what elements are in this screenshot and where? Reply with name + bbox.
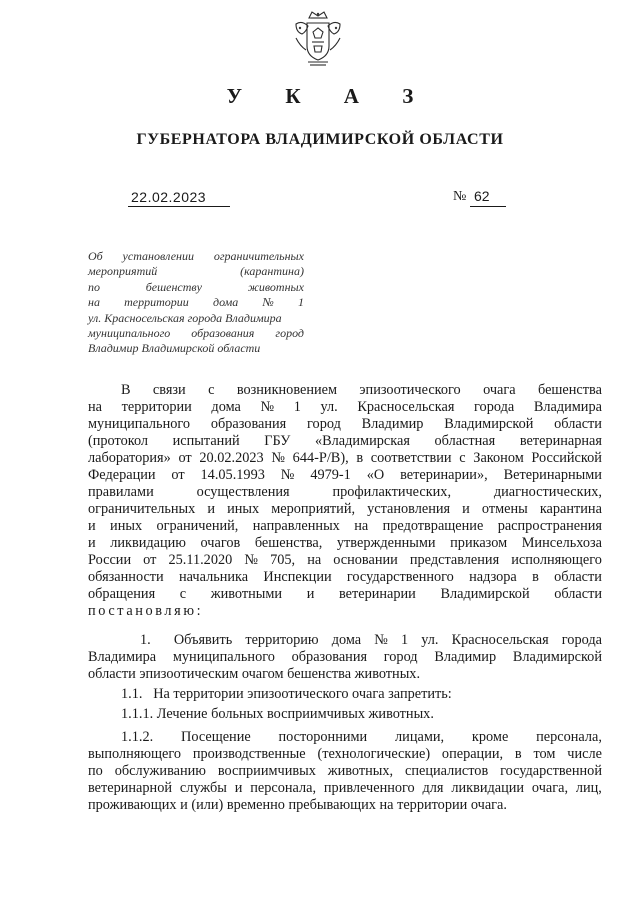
- word: Владимирской: [444, 416, 534, 432]
- word: мероприятий,: [271, 501, 356, 517]
- word: Об: [88, 249, 103, 263]
- word: профилактических,: [332, 484, 452, 500]
- word: и: [306, 586, 315, 602]
- item-1-1-1: [88, 706, 602, 723]
- word: надзора: [469, 569, 517, 585]
- word: города: [561, 632, 602, 648]
- word: посторонними: [278, 729, 368, 745]
- word: Российской: [531, 450, 602, 466]
- word: эпизоотического: [359, 382, 461, 398]
- word: кроме: [471, 729, 509, 745]
- word: В: [121, 382, 131, 398]
- word: с: [179, 586, 187, 602]
- item-1-1-2-line: [88, 729, 602, 746]
- word: привлеченного: [323, 780, 415, 796]
- word: на: [354, 518, 369, 534]
- word: ГБУ: [264, 433, 291, 449]
- word: государственного: [346, 569, 454, 585]
- item-1-1-2-line: [88, 746, 602, 763]
- word: распространения: [497, 518, 602, 534]
- word: областная: [434, 433, 496, 449]
- word: карантина: [539, 501, 602, 517]
- word: соответствии: [370, 450, 452, 466]
- number-underline: [470, 206, 506, 207]
- item-1-1-2-line: [88, 763, 602, 780]
- item-1-1-1-text: Лечение больных восприимчивых животных.: [156, 706, 434, 722]
- word: 1: [297, 295, 304, 310]
- preamble-line: [88, 552, 602, 569]
- preamble-line: [88, 433, 602, 450]
- word: испытаний: [172, 433, 240, 449]
- word: Владимира: [533, 399, 602, 415]
- word: лицами,: [395, 729, 445, 745]
- word: (технологические): [317, 746, 431, 762]
- word: 705,: [270, 552, 296, 568]
- preamble-line: [88, 484, 602, 501]
- word: №: [260, 399, 275, 415]
- word: очагов: [200, 535, 241, 551]
- preamble-line: [88, 501, 602, 518]
- word: представления: [409, 552, 500, 568]
- item-1-line: [88, 649, 602, 666]
- preamble-line: [88, 467, 602, 484]
- word: том: [533, 746, 556, 762]
- word: от: [143, 552, 157, 568]
- word: ограничений,: [156, 518, 239, 534]
- word: «Владимирская: [314, 433, 410, 449]
- word: дома: [331, 632, 362, 648]
- word: от: [171, 467, 185, 483]
- word: город: [307, 416, 341, 432]
- word: ограничительных: [88, 501, 196, 517]
- word: специалистов: [404, 763, 489, 779]
- item-1: [88, 632, 602, 683]
- word: с: [459, 450, 466, 466]
- word: 20.02.2023: [199, 450, 264, 466]
- word: Объявить: [173, 632, 233, 648]
- word: в: [514, 746, 522, 762]
- word: Законом: [473, 450, 524, 466]
- word: муниципального: [172, 649, 275, 665]
- word: Красносельская: [357, 399, 455, 415]
- word: на: [88, 399, 102, 415]
- word: по: [88, 279, 100, 294]
- word: правилами: [88, 484, 154, 500]
- word: бешенства: [537, 382, 602, 398]
- coat-of-arms-emblem: [292, 10, 344, 68]
- word: возникновением: [236, 382, 338, 398]
- word: дома: [211, 399, 241, 415]
- word: ул.: [320, 399, 338, 415]
- word: город: [383, 649, 418, 665]
- word: утвержденными: [336, 535, 436, 551]
- word: Владимирской: [440, 586, 530, 602]
- item-1-1-1-number: 1.1.1.: [121, 706, 154, 722]
- word: №: [280, 467, 295, 483]
- word: предотвращение: [382, 518, 484, 534]
- word: приказом: [450, 535, 508, 551]
- word: обязанности: [88, 569, 164, 585]
- word: связи: [152, 382, 186, 398]
- subject-line: [88, 264, 304, 279]
- word: иных: [110, 518, 143, 534]
- word: территории: [121, 399, 192, 415]
- word: ликвидации: [451, 780, 525, 796]
- subject-line: [88, 295, 304, 310]
- word: выполняющего: [88, 746, 182, 762]
- word: России: [88, 552, 132, 568]
- word: 14.05.1993: [200, 467, 265, 483]
- decree-date: 22.02.2023: [131, 189, 207, 205]
- word: Ветеринарными: [503, 467, 602, 483]
- word: и: [88, 518, 96, 534]
- subject-line: [88, 280, 304, 295]
- subject-line: [88, 326, 304, 341]
- word: №: [271, 450, 285, 466]
- word: государственной: [500, 763, 602, 779]
- word: по: [88, 763, 103, 779]
- word: области: [554, 569, 602, 585]
- word: ветеринарной: [88, 780, 173, 796]
- word: лаборатория»: [88, 450, 171, 466]
- word: производственные: [192, 746, 306, 762]
- word: и: [88, 535, 96, 551]
- word: Инспекции: [263, 569, 332, 585]
- word: образования: [191, 326, 255, 341]
- word: дома: [213, 295, 239, 310]
- document-subtitle: ГУБЕРНАТОРА ВЛАДИМИРСКОЙ ОБЛАСТИ: [136, 131, 504, 148]
- preamble-line: [88, 535, 602, 552]
- word: направленных: [252, 518, 340, 534]
- word: 644-Р/В),: [292, 450, 349, 466]
- word: установления: [367, 501, 451, 517]
- preamble-line: [88, 450, 602, 467]
- word: начальника: [178, 569, 249, 585]
- decree-number: 62: [474, 188, 490, 204]
- word: города: [474, 399, 515, 415]
- word: восприимчивых: [217, 763, 316, 779]
- word: от: [178, 450, 192, 466]
- preamble-line: [88, 382, 602, 399]
- word: мероприятий: [88, 264, 158, 279]
- word: Владимир: [361, 416, 424, 432]
- word: обслуживанию: [114, 763, 206, 779]
- word: области: [554, 416, 602, 432]
- word: 25.11.2020: [168, 552, 233, 568]
- item-1-1-2-number: 1.1.2.: [121, 729, 154, 745]
- word: осуществления: [196, 484, 290, 500]
- word: ветеринарная: [519, 433, 602, 449]
- item-1-number: 1.: [140, 632, 151, 648]
- word: животных: [247, 279, 304, 294]
- word: город: [275, 326, 304, 341]
- word: (протокол: [88, 433, 149, 449]
- word: Посещение: [181, 729, 251, 745]
- word: №: [244, 552, 259, 568]
- word: установлении: [122, 249, 194, 263]
- word: бешенства,: [254, 535, 323, 551]
- word: ветеринарии: [338, 586, 416, 602]
- word: территории: [124, 295, 189, 310]
- subject-line: [88, 311, 304, 326]
- word: Минсельхоза: [521, 535, 602, 551]
- word: образования: [291, 649, 368, 665]
- decree-subject: [88, 249, 304, 357]
- word: на: [307, 552, 322, 568]
- word: персонала,: [536, 729, 602, 745]
- word: лиц,: [575, 780, 602, 796]
- word: ул.: [421, 632, 439, 648]
- word: 1: [401, 632, 409, 648]
- decree-word: постановляю:: [88, 603, 204, 619]
- word: бешенству: [145, 279, 202, 294]
- item-1-1-2-line: [88, 780, 602, 797]
- word: обращения: [88, 586, 156, 602]
- word: отмены: [481, 501, 528, 517]
- word: муниципального: [88, 416, 191, 432]
- word: животными: [210, 586, 283, 602]
- word: образования: [210, 416, 287, 432]
- word: ограничительных: [213, 249, 304, 263]
- word: 1: [293, 399, 301, 415]
- word: Федерации: [88, 467, 156, 483]
- preamble-line: [88, 569, 602, 586]
- preamble-line: [88, 586, 602, 603]
- word: на: [88, 295, 100, 310]
- word: для: [422, 780, 444, 796]
- word: и: [462, 501, 470, 517]
- word: и: [234, 780, 243, 796]
- word: в: [532, 569, 539, 585]
- word: ул. Красносельская города Владимира: [88, 310, 282, 325]
- date-underline: [128, 206, 230, 207]
- word: очага: [483, 382, 516, 398]
- word: Владимир Владимирской области: [88, 341, 261, 356]
- word: иных: [227, 501, 260, 517]
- word: ликвидацию: [110, 535, 186, 551]
- word: персонала,: [250, 780, 317, 796]
- word: №: [374, 632, 388, 648]
- word: животных,: [327, 763, 394, 779]
- word: с: [208, 382, 215, 398]
- preamble-line: [88, 416, 602, 433]
- word: Владимира: [88, 649, 157, 665]
- word: Владимир: [434, 649, 497, 665]
- item-1-last-line: области эпизоотическим очагом бешенства животных.: [88, 666, 421, 682]
- word: №: [262, 295, 274, 310]
- word: и: [207, 501, 216, 517]
- preamble-line: [88, 518, 602, 535]
- word: очага,: [531, 780, 569, 796]
- word: 4979-1: [310, 467, 351, 483]
- item-1-line: [88, 632, 602, 649]
- word: службы: [179, 780, 227, 796]
- item-1-1-number: 1.1.: [121, 686, 143, 702]
- item-1-1: [88, 686, 602, 703]
- item-1-1-text: На территории эпизоотического очага запретить:: [153, 686, 452, 702]
- word: ветеринарии»,: [400, 467, 488, 483]
- word: области: [554, 586, 602, 602]
- word: исполняющего: [511, 552, 602, 568]
- document-title: У К А З: [226, 84, 433, 108]
- word: «О: [366, 467, 385, 483]
- preamble-paragraph: [88, 382, 602, 620]
- word: в: [356, 450, 364, 466]
- item-1-1-2: [88, 729, 602, 814]
- number-label: №: [453, 189, 467, 204]
- preamble-line: [88, 399, 602, 416]
- subject-line: [88, 341, 304, 356]
- word: операции,: [441, 746, 504, 762]
- word: территорию: [245, 632, 319, 648]
- word: (карантина): [240, 264, 304, 279]
- item-1-1-2-last-line: проживающих и (или) временно пребывающих на территории очага.: [88, 797, 507, 813]
- word: числе: [567, 746, 602, 762]
- subject-line: [88, 249, 304, 264]
- word: Владимирской: [512, 649, 602, 665]
- word: Красносельская: [451, 632, 549, 648]
- word: муниципального: [88, 326, 171, 341]
- word: основании: [333, 552, 398, 568]
- word: диагностических,: [493, 484, 602, 500]
